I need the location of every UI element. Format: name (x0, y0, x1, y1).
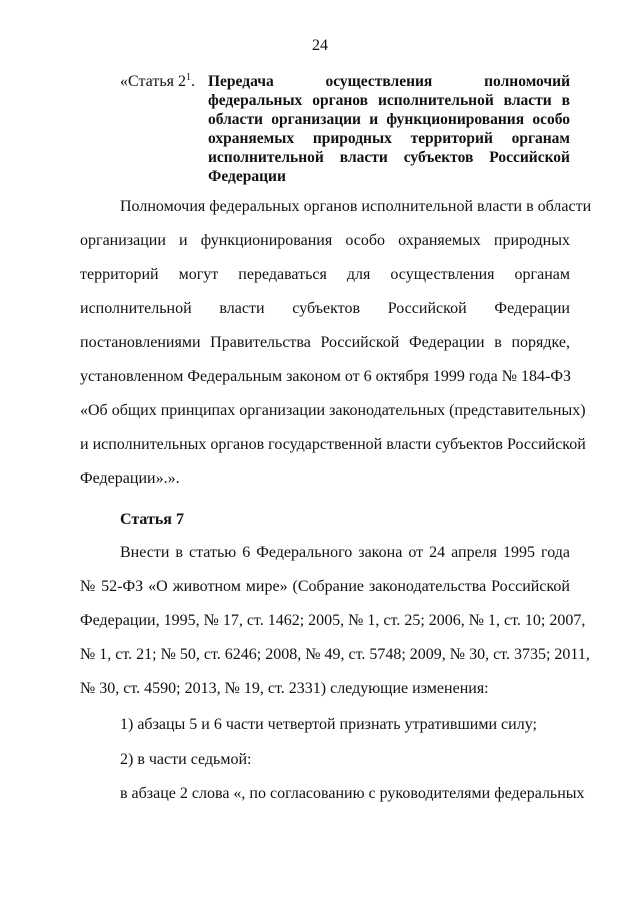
article-7-item-1: 1) абзацы 5 и 6 части четвертой признать утратившими силу; (120, 716, 537, 733)
body-line: и исполнительных органов государственной власти субъектов Российской (80, 436, 586, 453)
body-line: № 52-ФЗ «О животном мире» (Собрание законодательства Российской (80, 578, 570, 595)
article-7-intro (80, 536, 590, 706)
body-line: № 30, ст. 4590; 2013, № 19, ст. 2331) следующие изменения: (80, 680, 489, 697)
article-label-superscript: 1 (185, 72, 191, 83)
article-7-item-2-text (120, 777, 585, 811)
article-2-1-title: Передача осуществления полномочий федеральных органов исполнительной власти в области организации и функционирования особо охраняемых природных территорий органам исполнительной власти субъектов Российской Федерации (208, 73, 570, 185)
body-line: Федерации».». (80, 470, 180, 487)
article-2-1-body (80, 190, 592, 496)
body-line: Внести в статью 6 Федерального закона от 24 апреля 1995 года (120, 544, 570, 561)
body-line: в абзаце 2 слова «, по согласованию с руководителями федеральных (120, 785, 585, 802)
page-number: 24 (312, 37, 328, 54)
body-line: организации и функционирования особо охраняемых природных (80, 232, 570, 249)
article-label-suffix: . (190, 73, 195, 90)
article-2-1-label (120, 72, 195, 91)
body-line: Полномочия федеральных органов исполнительной власти в области (120, 198, 592, 215)
body-line: Федерации, 1995, № 17, ст. 1462; 2005, № 1, ст. 25; 2006, № 1, ст. 10; 2007, (80, 612, 586, 629)
body-line: территорий могут передаваться для осуществления органам (80, 266, 570, 283)
body-line: «Об общих принципах организации законодательных (представительных) (80, 402, 586, 419)
article-label-prefix: «Статья 2 (120, 73, 186, 90)
body-line: № 1, ст. 21; № 50, ст. 6246; 2008, № 49, ст. 5748; 2009, № 30, ст. 3735; 2011, (80, 646, 590, 663)
body-line: исполнительной власти субъектов Российской Федерации (80, 300, 570, 317)
article-7-item-2: 2) в части седьмой: (120, 751, 252, 768)
body-line: установленном Федеральным законом от 6 октября 1999 года № 184-ФЗ (80, 368, 572, 385)
article-7-heading: Статья 7 (120, 511, 184, 528)
body-line: постановлениями Правительства Российской Федерации в порядке, (80, 334, 570, 351)
